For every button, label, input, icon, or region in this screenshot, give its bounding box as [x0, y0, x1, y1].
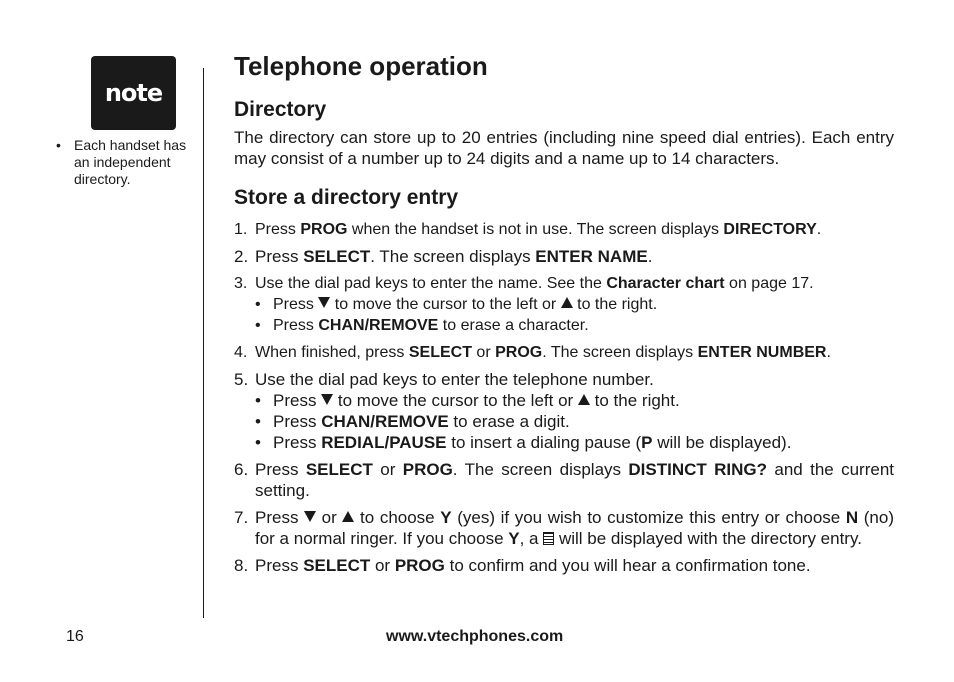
step-text: or [370, 556, 395, 575]
down-arrow-icon [304, 511, 316, 522]
step-6 [234, 459, 894, 501]
step-3-bullets [255, 294, 894, 336]
bullet: • [255, 296, 261, 313]
step-text: will be displayed with the directory entry. [554, 529, 862, 548]
main-content [234, 50, 894, 582]
step-4 [234, 342, 894, 363]
directory-description: The directory can store up to 20 entries (including nine speed dial entries). Each entry may consist of a number up to 24 digits and a name up to 14 characters. [234, 128, 894, 168]
step-text: Press [255, 247, 304, 266]
bullet: • [255, 412, 261, 431]
note-badge [91, 56, 176, 130]
bullet: • [255, 433, 261, 452]
step-1 [234, 219, 894, 240]
step-number: 6. [234, 460, 249, 479]
key-select: SELECT [408, 344, 472, 361]
bullet-text: Press [273, 317, 319, 334]
key-select: SELECT [305, 460, 373, 479]
bullet-text: to erase a character. [438, 317, 589, 334]
note-badge-label: note [104, 79, 163, 107]
step-number: 1. [234, 221, 248, 238]
bullet-item [255, 294, 894, 315]
step-text: on page 17. [724, 275, 814, 292]
step-text: Use the dial pad keys to enter the telephone number. [255, 370, 654, 389]
screen-enter-number: ENTER NUMBER [697, 344, 827, 361]
screen-directory: DIRECTORY [723, 221, 817, 238]
bullet-text: to the right. [572, 296, 658, 313]
bullet-text: to the right. [589, 391, 680, 410]
step-text: (no) for a normal ringer. If you choose [255, 508, 894, 548]
step-text: Use the dial pad keys to enter the name. See the [255, 275, 607, 292]
screen-distinct-ring: DISTINCT RING? [628, 460, 768, 479]
store-entry-heading: Store a directory entry [234, 186, 459, 209]
step-number: 5. [234, 370, 249, 389]
step-text: . [647, 247, 653, 266]
directory-heading: Directory [234, 98, 327, 121]
character-chart-ref: Character chart [606, 275, 725, 292]
step-text: to confirm and you will hear a confirmation tone. [444, 556, 811, 575]
bullet-text: Press [273, 296, 319, 313]
step-number: 7. [234, 508, 249, 527]
step-7 [234, 507, 894, 549]
option-y: Y [508, 529, 520, 548]
bullet-item [255, 432, 894, 453]
bullet-text: Press [273, 433, 322, 452]
step-text: , a [519, 529, 544, 548]
step-text: to choose [354, 508, 441, 527]
option-y: Y [440, 508, 452, 527]
key-chan-remove: CHAN/REMOVE [321, 412, 449, 431]
bullet: • [255, 391, 261, 410]
step-8 [234, 555, 894, 576]
step-text: Press [255, 508, 305, 527]
steps-list [234, 219, 894, 576]
step-number: 4. [234, 344, 248, 361]
step-text: . The screen displays [370, 247, 536, 266]
step-text: Press [255, 460, 306, 479]
step-text: Press [255, 556, 304, 575]
bullet-text: to move the cursor to the left or [330, 296, 561, 313]
step-number: 8. [234, 556, 249, 575]
step-text: or [316, 508, 343, 527]
step-text: . [816, 221, 822, 238]
step-number: 3. [234, 275, 248, 292]
down-arrow-icon [318, 297, 330, 308]
bullet-text: Press [273, 412, 322, 431]
step-text: when the handset is not in use. The screen displays [347, 221, 724, 238]
directory-list-icon [543, 532, 554, 545]
page-title: Telephone operation [234, 51, 488, 81]
up-arrow-icon [561, 297, 573, 308]
bullet-text: to erase a digit. [448, 412, 570, 431]
step-text: . [826, 344, 831, 361]
page-number: 16 [66, 628, 84, 645]
bullet-text: to move the cursor to the left or [333, 391, 578, 410]
bullet: • [255, 317, 261, 334]
up-arrow-icon [342, 511, 354, 522]
step-text: and the current setting. [255, 460, 895, 500]
option-n: N [845, 508, 859, 527]
column-divider [203, 68, 204, 618]
key-chan-remove: CHAN/REMOVE [318, 317, 439, 334]
note-text: Each handset has an independent directory. [74, 137, 187, 187]
sidebar-note [56, 137, 198, 188]
bullet-text: will be displayed). [652, 433, 792, 452]
bullet-text: to insert a dialing pause ( [446, 433, 642, 452]
pause-symbol: P [641, 433, 653, 452]
step-2 [234, 246, 894, 267]
key-prog: PROG [300, 221, 348, 238]
step-text: Press [255, 221, 301, 238]
down-arrow-icon [321, 394, 333, 405]
key-prog: PROG [394, 556, 445, 575]
step-5-bullets [255, 390, 894, 453]
step-number: 2. [234, 247, 249, 266]
step-text: or [471, 344, 496, 361]
step-text: When finished, press [255, 344, 409, 361]
bullet-item [255, 390, 894, 411]
screen-enter-name: ENTER NAME [535, 247, 648, 266]
key-prog: PROG [402, 460, 453, 479]
bullet-item [255, 315, 894, 336]
step-3 [234, 273, 894, 336]
step-text: . The screen displays [542, 344, 698, 361]
footer-url: www.vtechphones.com [386, 628, 564, 645]
step-text: (yes) if you wish to customize this entry or choose [451, 508, 846, 527]
up-arrow-icon [578, 394, 590, 405]
bullet-text: Press [273, 391, 322, 410]
key-redial-pause: REDIAL/PAUSE [321, 433, 447, 452]
step-text: or [372, 460, 403, 479]
note-bullet: • [56, 137, 61, 153]
key-select: SELECT [303, 247, 371, 266]
bullet-item [255, 411, 894, 432]
step-5 [234, 369, 894, 453]
key-select: SELECT [303, 556, 371, 575]
key-prog: PROG [495, 344, 543, 361]
step-text: . The screen displays [452, 460, 629, 479]
